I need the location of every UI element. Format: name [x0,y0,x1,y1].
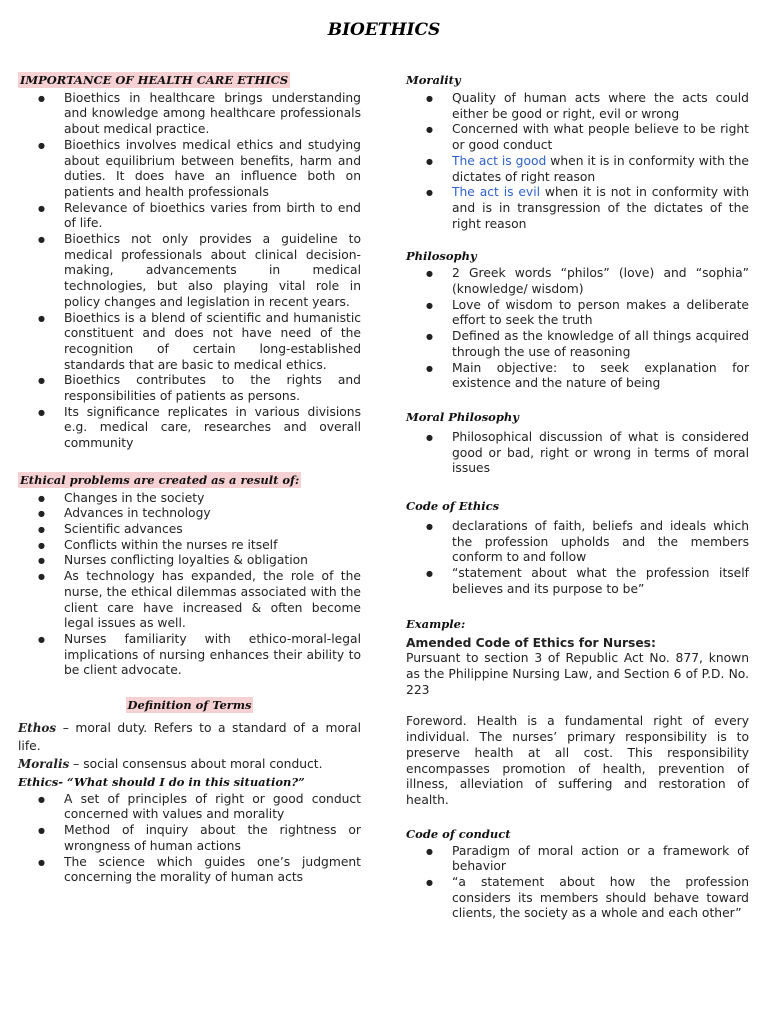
list-item: ● Conflicts within the nurses re itself [18,538,361,554]
example-heading: Example: [406,616,466,631]
list-item: ● A set of principles of right or good conduct concerned with values and morality [18,792,361,823]
list-item: ● “a statement about how the profession considers its members should behave toward clients, the society as a whole and each other” [406,875,749,922]
right-column [406,72,749,922]
importance-list [18,91,361,452]
philosophy-heading: Philosophy [406,249,477,264]
moralis-term: Moralis [18,756,70,771]
moralis-definition [18,755,361,773]
definitions-heading-wrap [18,697,361,714]
list-item: ● “statement about what the profession itself believes and its purpose to be” [406,566,749,597]
list-item: ● declarations of faith, beliefs and ideals which the profession upholds and the members conform to and follow [406,519,749,566]
list-item: ● Its significance replicates in various divisions e.g. medical care, researches and overall community [18,405,361,452]
list-item: ● Relevance of bioethics varies from birth to end of life. [18,201,361,232]
list-item [406,154,749,185]
list-item [406,185,749,232]
code-of-conduct-list [406,844,749,923]
philosophy-list [406,266,749,392]
list-item: ● Quality of human acts where the acts could either be good or right, evil or wrong [406,91,749,122]
problems-heading: Ethical problems are created as a result of: [20,472,300,487]
list-item: ● Paradigm of moral action or a framework of behavior [406,844,749,875]
list-item: ● Main objective: to seek explanation for existence and the nature of being [406,361,749,392]
ethos-term: Ethos [18,720,57,735]
morality-list [406,91,749,232]
act-evil-rest: when it is not in conformity with and is in transgression of the dictates of the right reason [452,185,749,231]
list-item: ● Bioethics in healthcare brings understanding and knowledge among healthcare professionals about medical practice. [18,91,361,138]
list-item: ● Advances in technology [18,506,361,522]
code-of-conduct-heading: Code of conduct [406,826,511,841]
list-item: ● Bioethics is a blend of scientific and humanistic constituent and does not have need of the recognition of certain long-established standards that are basic to medical ethics. [18,311,361,374]
page-title: BIOETHICS [327,20,441,40]
problems-list [18,491,361,679]
list-item: ● Scientific advances [18,522,361,538]
list-item: ● Nurses conflicting loyalties & obligation [18,553,361,569]
list-item: ● The science which guides one’s judgment concerning the morality of human acts [18,855,361,886]
ethos-text: – moral duty. Refers to a standard of a moral life. [18,720,361,753]
list-item: ● Bioethics not only provides a guideline to medical professionals about clinical decision-making, advancements in medical technologies, but also playing vital role in policy changes and legislation in recent years. [18,232,361,311]
moral-philosophy-list [406,430,749,477]
left-column [18,72,361,886]
definitions-heading: Definition of Terms [127,698,252,713]
code-of-ethics-heading: Code of Ethics [406,499,500,514]
list-item: ● Love of wisdom to person makes a deliberate effort to seek the truth [406,298,749,329]
list-item: ● Bioethics involves medical ethics and studying about equilibrium between benefits, harm and duties. It does have an influence both on patients and health professionals [18,138,361,201]
list-item: ● Defined as the knowledge of all things acquired through the use of reasoning [406,329,749,360]
list-item: ● Bioethics contributes to the rights and responsibilities of patients as persons. [18,373,361,404]
example-paragraph-2: Foreword. Health is a fundamental right of every individual. The nurses’ primary responsibility is to preserve health at all cost. This responsibility encompasses promotion of health, prevention of illness, alleviation of suffering and restoration of health. [406,714,749,807]
ethics-heading: Ethics- “What should I do in this situation?” [18,774,305,789]
list-item: ● Philosophical discussion of what is considered good or bad, right or wrong in terms of moral issues [406,430,749,477]
list-item: ● Nurses familiarity with ethico-moral-legal implications of nursing enhances their ability to be client advocate. [18,632,361,679]
moralis-text: – social consensus about moral conduct. [69,756,323,771]
list-item: ● Concerned with what people believe to be right or good conduct [406,122,749,153]
list-item: ● 2 Greek words “philos” (love) and “sophia” (knowledge/ wisdom) [406,266,749,297]
act-good-text: The act is good [452,153,547,168]
ethos-definition [18,719,361,755]
code-of-ethics-list [406,519,749,598]
example-paragraph-1: Pursuant to section 3 of Republic Act No. 877, known as the Philippine Nursing Law, and Section 6 of P.D. No. 223 [406,651,749,697]
morality-heading: Morality [406,73,461,87]
ethics-list [18,792,361,886]
list-item: ● Method of inquiry about the rightness or wrongness of human actions [18,823,361,854]
example-subheading: Amended Code of Ethics for Nurses: [406,635,656,650]
act-good-rest: when it is in conformity with the dictates of right reason [452,153,749,184]
moral-philosophy-heading: Moral Philosophy [406,409,519,424]
act-evil-text: The act is evil [452,185,541,200]
list-item: ● Changes in the society [18,491,361,507]
importance-heading: IMPORTANCE OF HEALTH CARE ETHICS [20,73,289,87]
list-item: ● As technology has expanded, the role of the nurse, the ethical dilemmas associated with the client care have increased & often become legal issues as well. [18,569,361,632]
